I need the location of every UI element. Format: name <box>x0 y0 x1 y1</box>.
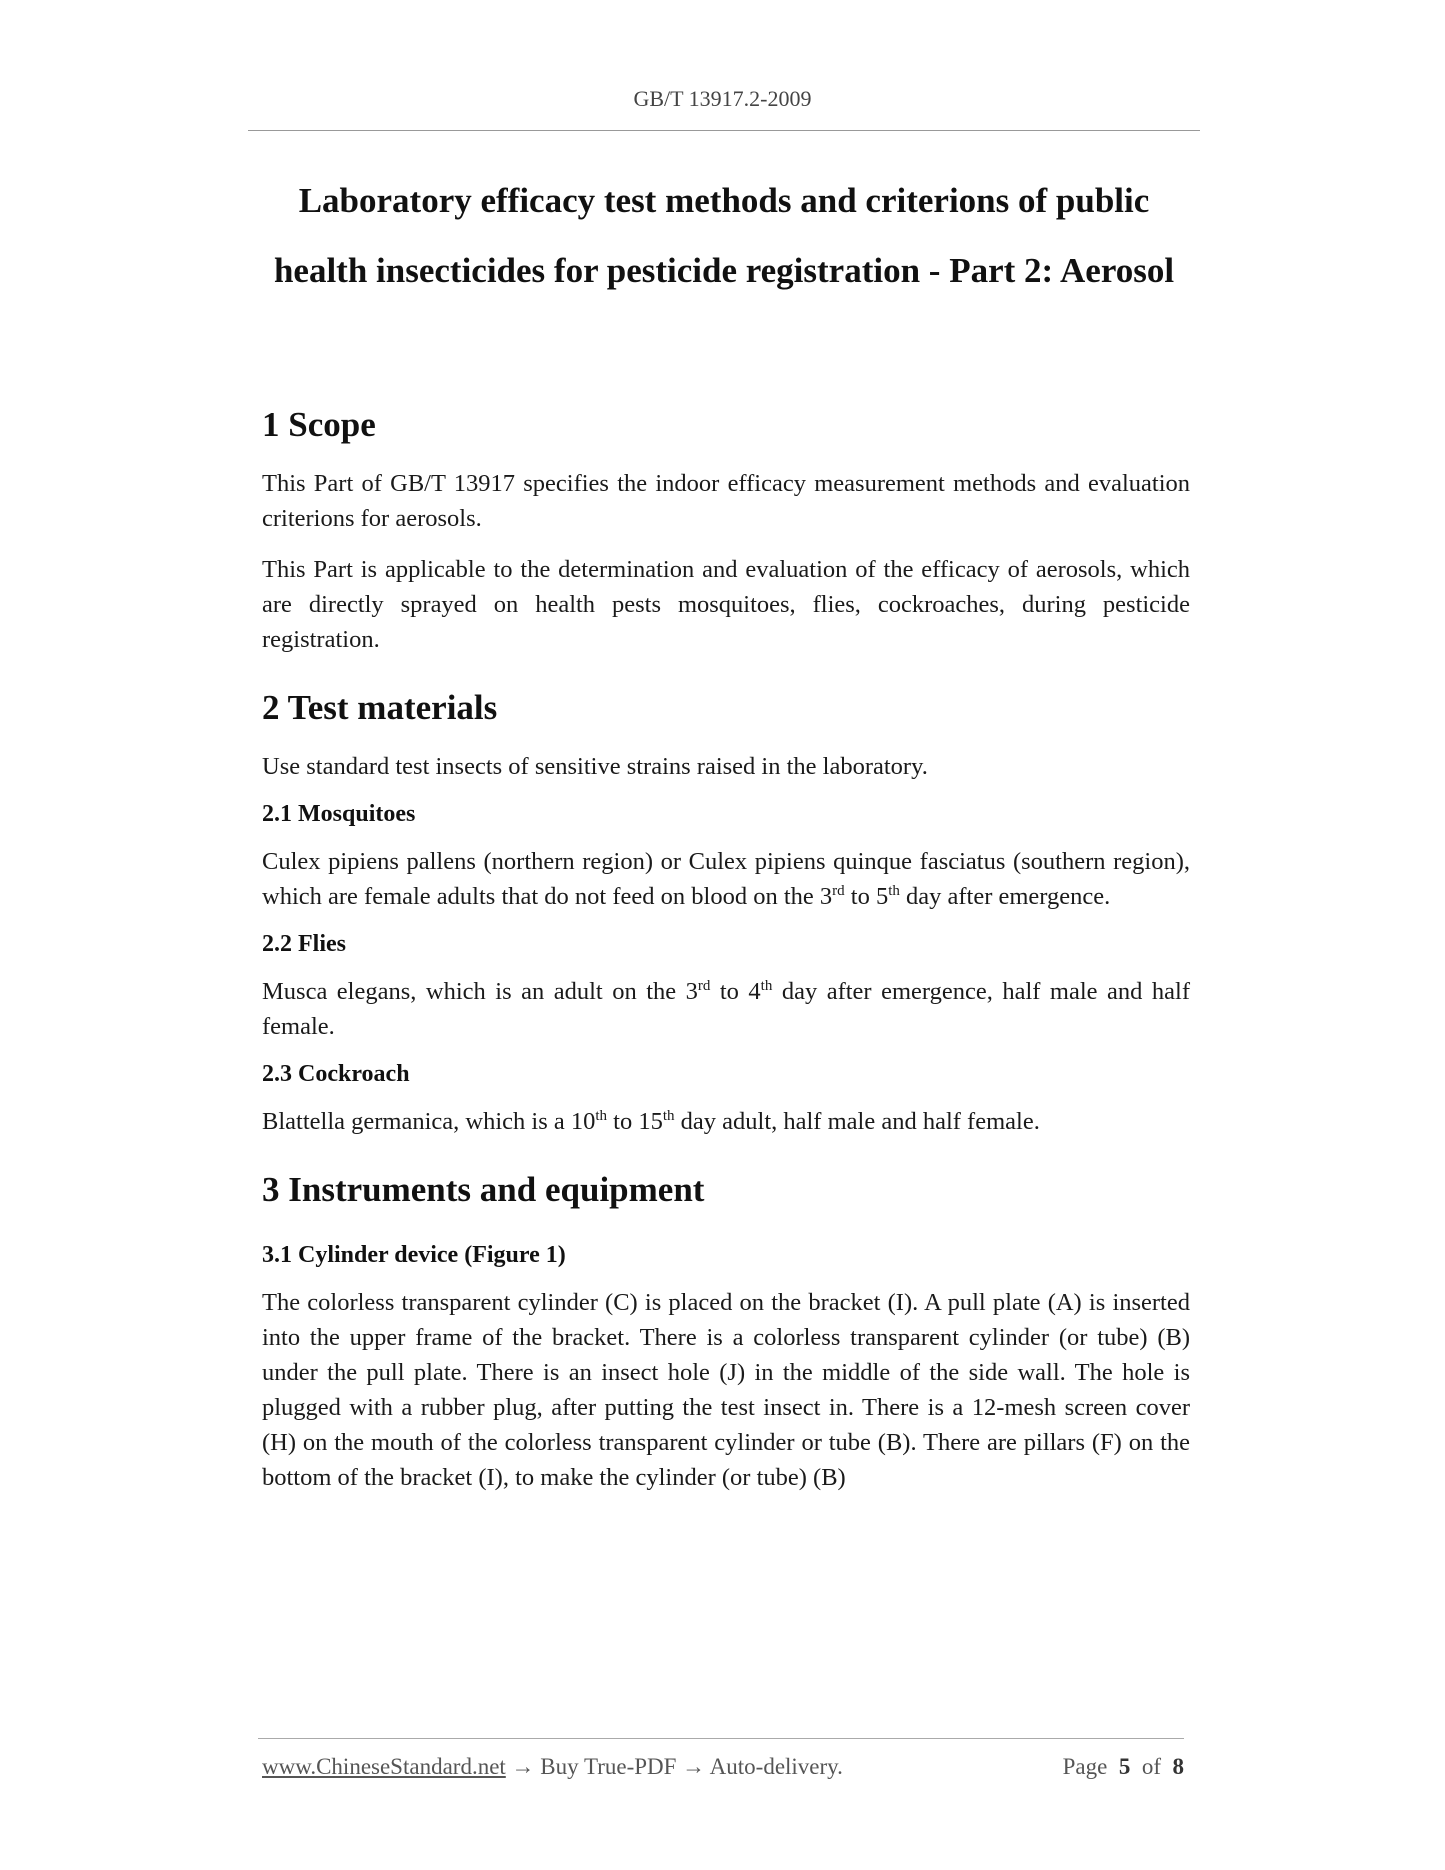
page-indicator: Page 5 of 8 <box>1062 1754 1184 1779</box>
scope-paragraph-2: This Part is applicable to the determination and evaluation of the efficacy of aerosols, which are directly sprayed on health pests mosquitoes, flies, cockroaches, during pesticide registration. <box>262 556 1190 653</box>
document-body <box>262 398 1190 1495</box>
scope-paragraph-1: This Part of GB/T 13917 specifies the indoor efficacy measurement methods and evaluation criterions for aerosols. <box>262 470 1190 532</box>
header-standard-id: GB/T 13917.2-2009 <box>633 86 812 111</box>
subsection-mosquitoes-heading: 2.1 Mosquitoes <box>262 801 416 827</box>
subsection-flies-heading: 2.2 Flies <box>262 931 346 957</box>
section-instruments-heading: 3 Instruments and equipment <box>262 1170 705 1209</box>
cockroach-paragraph: Blattella germanica, which is a 10th to 15th day adult, half male and half female. <box>262 1108 1040 1135</box>
site-link[interactable]: www.ChineseStandard.net <box>262 1754 506 1779</box>
footer-divider <box>258 1738 1184 1739</box>
document-title <box>248 166 1200 306</box>
page-total: 8 <box>1172 1754 1184 1779</box>
flies-paragraph: Musca elegans, which is an adult on the 3rd to 4th day after emergence, half male and half female. <box>262 978 1190 1040</box>
subsection-cylinder-device-heading: 3.1 Cylinder device (Figure 1) <box>262 1242 566 1268</box>
subsection-cockroach-heading: 2.3 Cockroach <box>262 1061 410 1087</box>
footer-promo-text: → Buy True-PDF → Auto-delivery. <box>505 1754 843 1779</box>
cylinder-device-paragraph: The colorless transparent cylinder (C) is placed on the bracket (I). A pull plate (A) is inserted into the upper frame of the bracket. There is a colorless transparent cylinder (or tube) (B) under the pull plate. There is an insect hole (J) in the middle of the side wall. The hole is plugged with a rubber plug, after putting the test insect in. There is a 12-mesh screen cover (H) on the mouth of the colorless transparent cylinder or tube (B). There are pillars (F) on the bottom of the bracket (I), to make the cylinder (or tube) (B) <box>262 1289 1190 1491</box>
header-divider <box>248 130 1200 131</box>
page-current: 5 <box>1118 1754 1131 1779</box>
section-scope-heading: 1 Scope <box>262 405 376 444</box>
test-materials-intro: Use standard test insects of sensitive strains raised in the laboratory. <box>262 753 928 780</box>
mosquitoes-paragraph: Culex pipiens pallens (northern region) or Culex pipiens quinque fasciatus (southern region), which are female adults that do not feed on blood on the 3rd to 5th day after emergence. <box>262 848 1190 910</box>
section-test-materials-heading: 2 Test materials <box>262 688 498 727</box>
title-line-1: Laboratory efficacy test methods and criterions of public <box>298 181 1150 220</box>
footer-promo <box>262 1754 843 1780</box>
page-footer <box>262 1754 1184 1780</box>
title-line-2: health insecticides for pesticide registration - Part 2: Aerosol <box>273 251 1175 290</box>
